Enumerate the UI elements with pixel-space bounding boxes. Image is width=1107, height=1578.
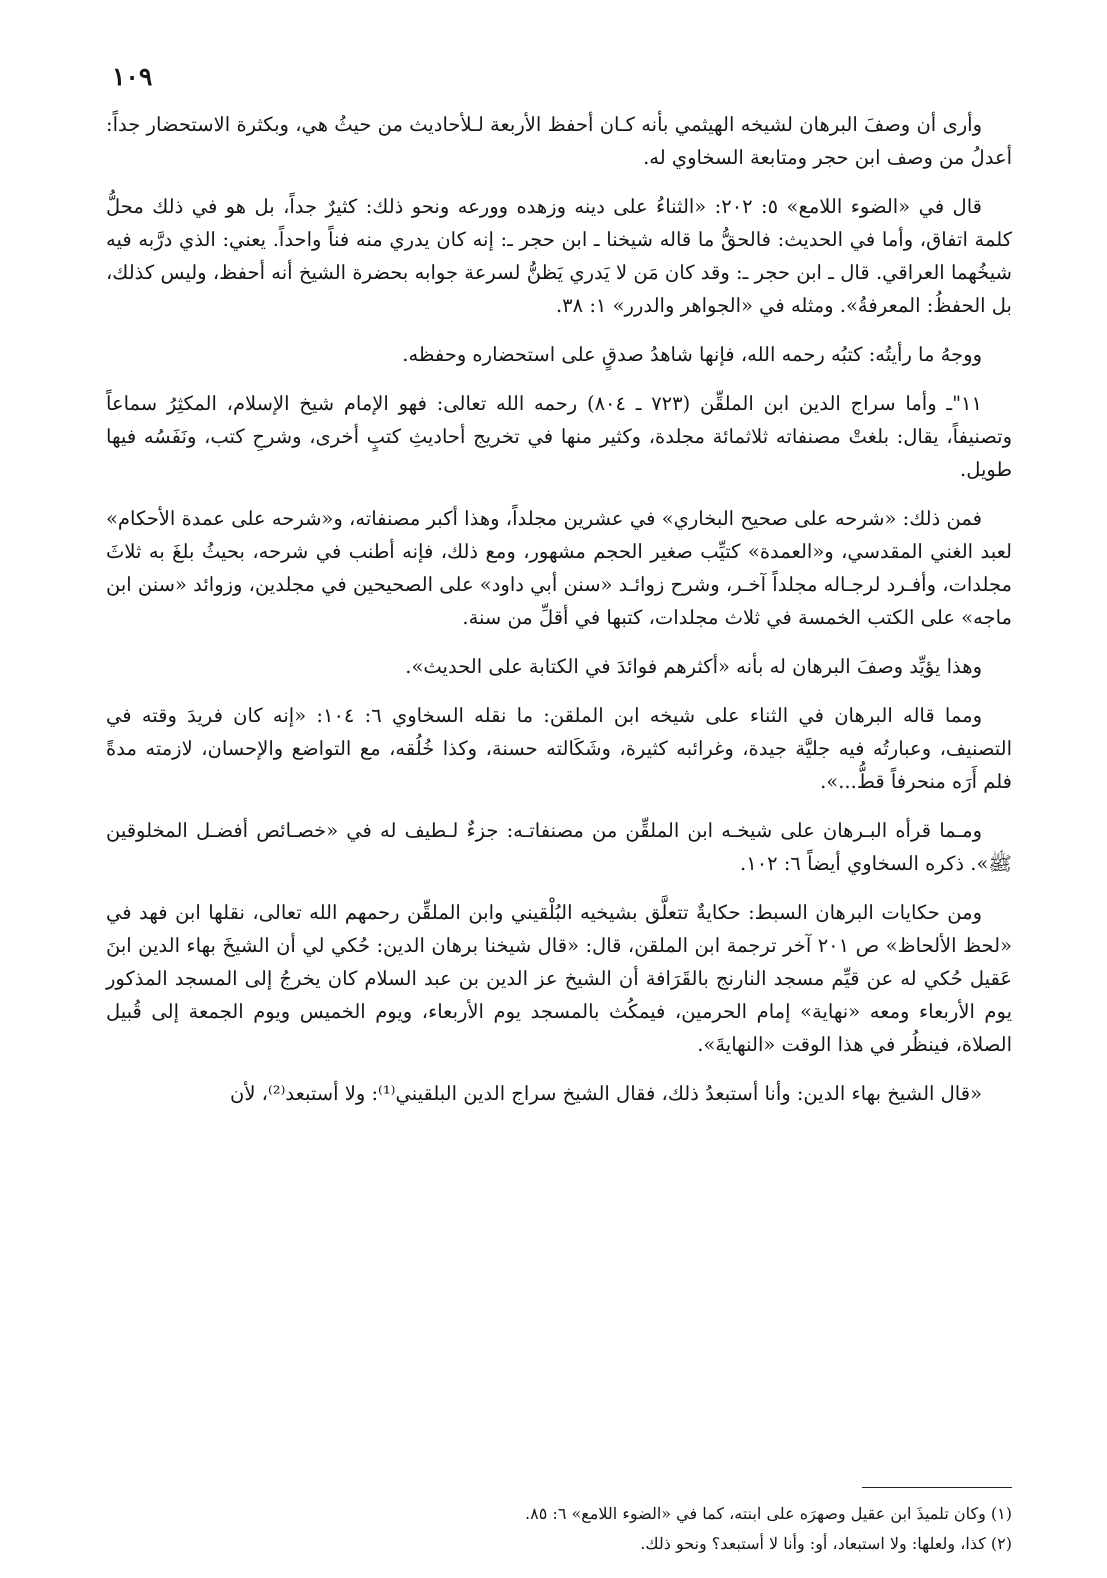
paragraph: «قال الشيخ بهاء الدين: وأنا أستبعدُ ذلك، فقال الشيخ سراج الدين البلقيني⁽¹⁾: ولا أستبعد⁽²⁾، لأن [230, 1082, 982, 1105]
paragraph: وهذا يؤيِّد وصفَ البرهان له بأنه «أكثرهم فوائدَ في الكتابة على الحديث». [405, 655, 982, 678]
footnote: (٢) كذا، ولعلها: ولا استبعاد، أو: وأنا لا أستبعد؟ ونحو ذلك. [640, 1534, 1012, 1553]
paragraph: وأرى أن وصفَ البرهان لشيخه الهيثمي بأنه كـان أحفظ الأربعة لـلأحاديث من حيثُ هي، وبكثرة الاستحضار جداً: أعدلُ من وصف ابن حجر ومتابعة السخاوي له. [106, 113, 1012, 169]
paragraph: ووجهُ ما رأيتُه: كتبُه رحمه الله، فإنها شاهدُ صدقٍ على استحضاره وحفظه. [402, 343, 982, 366]
paragraph: ومـما قرأه البـرهان على شيخـه ابن الملقِّن من مصنفاتـه: جزءٌ لـطيف له في «خصـائص أفضـل المخلوقين ﷺ». ذكره السخاوي أيضاً ٦: ١٠٢. [106, 819, 1012, 875]
paragraph: ومما قاله البرهان في الثناء على شيخه ابن الملقن: ما نقله السخاوي ٦: ١٠٤: «إنه كان فريدَ وقته في التصنيف، وعبارتُه فيه جليَّة جيدة، وغرائبه كثيرة، وشَكَالته حسنة، وكذا خُلُقه، مع التواضع والإحسان، لازمته مدةً فلم أَرَه منحرفاً قطُّ...». [106, 704, 1012, 793]
footnote: (١) وكان تلميذَ ابن عقيل وصهرَه على ابنته، كما في «الضوء اللامع» ٦: ٨٥. [525, 1504, 1012, 1523]
paragraph: ١١"ـ وأما سراج الدين ابن الملقِّن (٧٢٣ ـ ٨٠٤) رحمه الله تعالى: فهو الإمام شيخ الإسلام، المكثِرُ سماعاً وتصنيفاً، يقال: بلغتْ مصنفاته ثلاثمائة مجلدة، وكثير منها في تخريج أحاديثِ كتبٍ أخرى، وشرحِ كتب، ونَفَسُه فيها طويل. [106, 392, 1012, 481]
paragraph: قال في «الضوء اللامع» ٥: ٢٠٢: «الثناءُ على دينه وزهده وورعه ونحو ذلك: كثيرٌ جداً، بل هو في ذلك محلُّ كلمة اتفاق، وأما في الحديث: فالحقُّ ما قاله شيخنا ـ ابن حجر ـ: إنه كان يدري منه فناً واحداً. يعني: الذي درَّبه فيه شيخُهما العراقي. قال ـ ابن حجر ـ: وقد كان مَن لا يَدري يَظنُّ لسرعة جوابه بحضرة الشيخ أنه أحفظ، وليس كذلك، بل الحفظُ: المعرفةُ». ومثله في «الجواهر والدرر» ١: ٣٨. [106, 195, 1012, 317]
page-number: ١٠٩ [112, 62, 153, 91]
main-text [106, 108, 1012, 1117]
footnote-divider [862, 1487, 1012, 1488]
paragraph: فمن ذلك: «شرحه على صحيح البخاري» في عشرين مجلداً، وهذا أكبر مصنفاته، و«شرحه على عمدة الأحكام» لعبد الغني المقدسي، و«العمدة» كتيِّب صغير الحجم مشهور، ومع ذلك، فإنه أطنب في شرحه، بحيثُ بلغَ به ثلاثَ مجلدات، وأفـرد لرجـاله مجلداً آخـر، وشرح زوائـد «سنن أبي داود» على الصحيحين في مجلدين، وزوائد «سنن ابن ماجه» على الكتب الخمسة في ثلاث مجلدات، كتبها في أقلِّ من سنة. [106, 507, 1012, 629]
paragraph: ومن حكايات البرهان السبط: حكايةٌ تتعلَّق بشيخيه البُلْقيني وابن الملقِّن رحمهم الله تعالى، نقلها ابن فهد في «لحظ الألحاظ» ص ٢٠١ آخر ترجمة ابن الملقن، قال: «قال شيخنا برهان الدين: حُكي لي أن الشيخَ بهاء الدين ابنَ عَقيل حُكي له عن قيِّم مسجد النارنج بالقَرَافة أن الشيخ عز الدين بن عبد السلام كان يخرجُ إلى المسجد المذكور يوم الأربعاء ومعه «نهاية» إمام الحرمين، فيمكُث بالمسجد يوم الأربعاء، ويوم الخميس ويوم الجمعة إلى قُبيل الصلاة، فينظُر في هذا الوقت «النهايةَ». [106, 901, 1012, 1056]
footnotes [106, 1499, 1012, 1559]
